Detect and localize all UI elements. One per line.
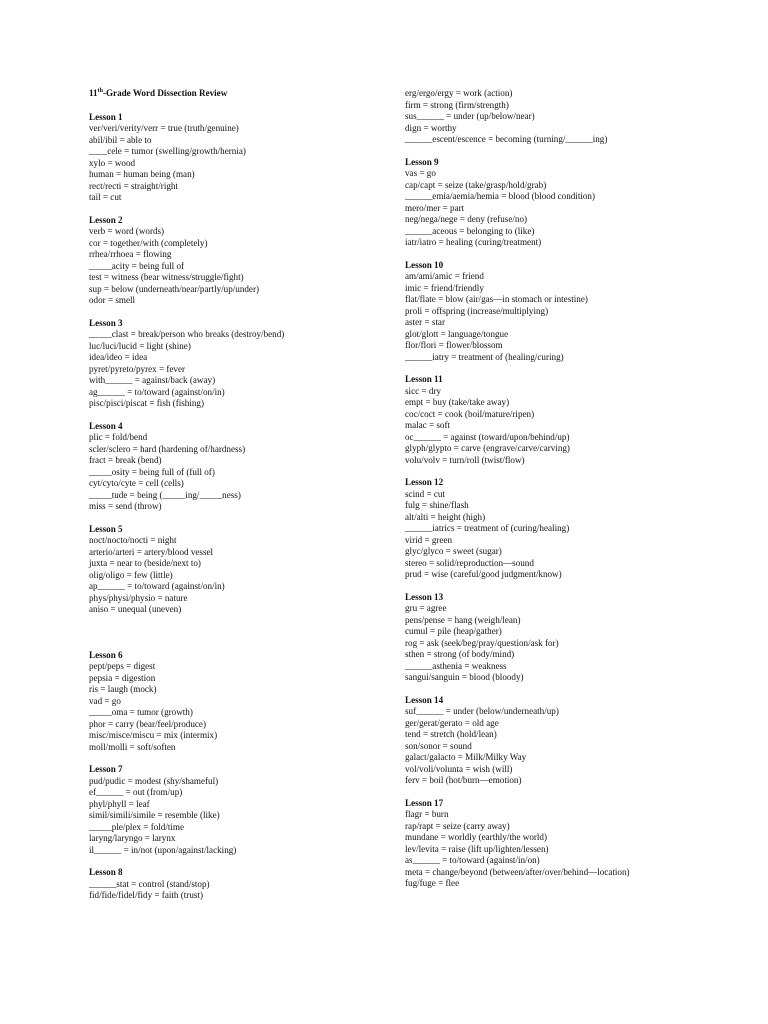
word-entry: malac = soft [405, 420, 451, 430]
left-column [89, 88, 389, 913]
word-entry: glot/glott = language/tongue [405, 328, 509, 339]
lesson-block [405, 157, 745, 249]
lesson-block [89, 650, 389, 754]
lesson-heading: Lesson 1 [89, 111, 123, 122]
word-entry: firm = strong (firm/strength) [405, 99, 509, 110]
word-entry: _____clast = break/person who breaks (destroy/bend) [89, 329, 285, 339]
word-entry: rrhea/rrhoea = flowing [89, 249, 172, 259]
word-entry: galact/galacto = Milk/Milky Way [405, 752, 527, 762]
word-entry: ef______ = out (from/up) [89, 787, 183, 797]
word-entry: ______asthenia = weakness [405, 660, 507, 671]
word-entry: sup = below (underneath/near/partly/up/under) [89, 283, 260, 294]
lesson-heading: Lesson 13 [405, 591, 444, 602]
word-entry: pyret/pyreto/pyrex = fever [89, 363, 186, 374]
word-entry: gru = agree [405, 603, 447, 613]
word-entry: as______ = to/toward (against/in/on) [405, 855, 540, 865]
word-entry: dign = worthy [405, 122, 457, 133]
word-entry: rect/recti = straight/right [89, 180, 178, 191]
word-entry: neg/nega/nege = deny (refuse/no) [405, 214, 528, 224]
word-entry: rap/rapt = seize (carry away) [405, 820, 510, 831]
word-entry: noct/nocto/nocti = night [89, 535, 177, 545]
word-entry: empt = buy (take/take away) [405, 397, 510, 407]
word-entry: son/sonor = sound [405, 740, 472, 751]
word-entry: aster = star [405, 317, 445, 327]
word-entry: ver/veri/verity/verr = true (truth/genuine) [89, 123, 239, 133]
page-title [89, 88, 389, 100]
word-entry: cyt/cyto/cyte = cell (cells) [89, 478, 184, 488]
word-entry: with______ = against/back (away) [89, 375, 216, 385]
lesson-heading: Lesson 11 [405, 374, 443, 384]
word-entry: olig/oligo = few (little) [89, 569, 173, 580]
word-entry: human = human being (man) [89, 169, 195, 179]
lesson-block [405, 477, 745, 581]
word-entry: ______escent/escence = becoming (turning/______ing) [405, 134, 608, 144]
word-entry: ger/gerat/gerato = old age [405, 717, 499, 728]
word-entry: ______iatrics = treatment of (curing/healing) [405, 523, 570, 533]
lesson-heading: Lesson 12 [405, 477, 444, 487]
word-entry: juxta = near to (beside/next to) [89, 558, 201, 568]
word-entry: arterio/arteri = artery/blood vessel [89, 546, 214, 557]
word-entry: phyl/phyll = leaf [89, 798, 150, 809]
word-entry: alt/alti = height (high) [405, 511, 486, 522]
lesson-heading: Lesson 7 [89, 764, 123, 774]
word-entry: virid = green [405, 534, 453, 545]
word-entry: sangui/sanguin = blood (bloody) [405, 672, 524, 682]
word-entry: pepsia = digestion [89, 672, 156, 683]
lesson-block [89, 215, 389, 307]
word-entry: fract = break (bend) [89, 455, 162, 465]
lesson-heading: Lesson 6 [89, 649, 123, 660]
title-grade: 11 [89, 88, 98, 98]
word-entry: am/ami/amic = friend [405, 271, 484, 281]
word-entry: meta = change/beyond (between/after/over/behind—location) [405, 866, 630, 877]
word-entry: fulg = shine/flash [405, 500, 469, 510]
word-entry: _____acity = being full of [89, 260, 185, 271]
lesson-block [405, 798, 745, 890]
word-entry: il______ = in/not (upon/against/lacking) [89, 844, 237, 855]
word-entry: vol/voli/volunta = wish (will) [405, 763, 513, 774]
word-entry: test = witness (bear witness/struggle/fight) [89, 272, 244, 282]
word-entry: suf______ = under (below/underneath/up) [405, 706, 559, 716]
word-entry: idea/ideo = idea [89, 352, 148, 362]
word-entry: proli = offspring (increase/multiplying) [405, 305, 549, 316]
word-entry: ______iatry = treatment of (healing/curing) [405, 351, 564, 362]
word-entry: verb = word (words) [89, 226, 165, 236]
word-entry: fid/fide/fidel/fidy = faith (trust) [89, 890, 203, 900]
word-entry: tail = cut [89, 192, 122, 202]
word-entry: erg/ergo/ergy = work (action) [405, 88, 513, 98]
word-entry: ap______ = to/toward (against/on/in) [89, 581, 225, 591]
word-entry: simil/simili/simile = resemble (like) [89, 810, 220, 820]
word-entry: imic = friend/friendly [405, 282, 484, 293]
word-entry: fug/fuge = flee [405, 878, 460, 888]
lesson-heading: Lesson 5 [89, 523, 123, 534]
word-entry: odor = smell [89, 295, 136, 305]
word-entry: sus______ = under (up/below/near) [405, 111, 535, 121]
lesson-block [405, 260, 745, 364]
word-entry: sthen = strong (of body/mind) [405, 649, 515, 659]
word-entry: ferv = boil (hot/burn—emotion) [405, 775, 522, 785]
word-entry: pens/pense = hang (weigh/lean) [405, 614, 521, 625]
left-lessons [89, 112, 389, 902]
lesson-block [405, 695, 745, 787]
word-entry: cor = together/with (completely) [89, 237, 208, 248]
lesson-heading: Lesson 14 [405, 694, 444, 705]
word-entry: miss = send (throw) [89, 501, 162, 511]
title-superscript: th [97, 88, 103, 94]
lesson-heading: Lesson 3 [89, 317, 123, 328]
word-entry: _____ple/plex = fold/time [89, 821, 185, 832]
word-entry: cap/capt = seize (take/grasp/hold/grab) [405, 179, 547, 190]
lesson-heading: Lesson 8 [89, 867, 123, 877]
word-entry: vad = go [89, 695, 121, 706]
word-entry: volu/volv = turn/roll (twist/flow) [405, 454, 525, 465]
lesson-block [89, 867, 389, 902]
lesson-block [89, 764, 389, 856]
word-entry: phor = carry (bear/feel/produce) [89, 718, 206, 729]
word-entry: mundane = worldly (earthly/the world) [405, 832, 548, 842]
title-text: -Grade Word Dissection Review [102, 88, 228, 98]
word-entry: misc/misce/miscu = mix (intermix) [89, 730, 218, 740]
word-entry: stereo = solid/reproduction—sound [405, 557, 534, 568]
word-entry: flor/flori = flower/blossom [405, 340, 503, 350]
word-entry: luc/luci/lucid = light (shine) [89, 340, 191, 351]
word-entry: _____osity = being full of (full of) [89, 466, 215, 477]
word-entry: scind = cut [405, 488, 445, 499]
word-entry: oc______ = against (toward/upon/behind/up) [405, 431, 570, 442]
word-entry: pud/pudic = modest (shy/shameful) [89, 775, 219, 786]
word-entry: abil/ibil = able to [89, 134, 152, 145]
word-entry: xylo = wood [89, 157, 136, 168]
word-entry: flat/flate = blow (air/gas—in stomach or intestine) [405, 294, 588, 304]
word-entry: _____tude = being (_____ing/_____ness) [89, 489, 241, 500]
word-entry: laryng/laryngo = larynx [89, 833, 176, 843]
lesson-block [89, 112, 389, 204]
word-entry: sicc = dry [405, 385, 441, 396]
word-entry: ______stat = control (stand/stop) [89, 878, 210, 889]
word-entry: plic = fold/bend [89, 432, 148, 442]
word-entry: pept/peps = digest [89, 661, 156, 671]
word-entry: moll/molli = soft/soften [89, 741, 176, 752]
lesson-block [89, 318, 389, 410]
word-entry: rog = ask (seek/beg/pray/question/ask for) [405, 637, 559, 648]
lesson-heading: Lesson 2 [89, 214, 123, 225]
word-entry: ____cele = tumor (swelling/growth/hernia) [89, 146, 246, 156]
word-entry: glyc/glyco = sweet (sugar) [405, 546, 502, 556]
lesson-heading: Lesson 10 [405, 259, 444, 270]
word-entry: lev/levita = raise (lift up/lighten/lessen) [405, 843, 549, 854]
lesson-block [405, 374, 745, 466]
word-entry: phys/physi/physio = nature [89, 592, 188, 603]
word-entry: ris = laugh (mock) [89, 684, 157, 694]
word-entry: glyph/glypto = carve (engrave/carve/carving) [405, 443, 570, 453]
right-lessons [405, 157, 745, 890]
lesson-heading: Lesson 17 [405, 797, 444, 808]
lesson-block [89, 421, 389, 513]
word-entry: iatr/iatro = healing (curing/treatment) [405, 237, 542, 247]
word-entry: cumul = pile (heap/gather) [405, 626, 502, 636]
word-entry: scler/sclero = hard (hardening of/hardness) [89, 443, 246, 454]
right-column [405, 88, 745, 901]
word-entry: prud = wise (careful/good judgment/know) [405, 569, 562, 579]
word-entry: _____oma = tumor (growth) [89, 707, 193, 717]
word-entry: mero/mer = part [405, 202, 465, 213]
word-entry: coc/coct = cook (boil/mature/ripen) [405, 408, 535, 419]
word-entry: ______aceous = belonging to (like) [405, 225, 535, 236]
word-entry: pisc/pisci/piscat = fish (fishing) [89, 398, 204, 408]
word-entry: flagr = burn [405, 809, 449, 819]
word-entry: aniso = unequal (uneven) [89, 604, 182, 614]
word-entry: ag______ = to/toward (against/on/in) [89, 386, 225, 397]
word-entry: ______emia/aemia/hemia = blood (blood condition) [405, 191, 595, 201]
lesson-block [89, 524, 389, 616]
word-entry: tend = stretch (hold/lean) [405, 729, 497, 739]
lesson-7-continued [405, 88, 745, 146]
lesson-heading: Lesson 9 [405, 156, 439, 167]
word-entry: vas = go [405, 168, 436, 178]
lesson-heading: Lesson 4 [89, 420, 123, 431]
lesson-block [405, 592, 745, 684]
